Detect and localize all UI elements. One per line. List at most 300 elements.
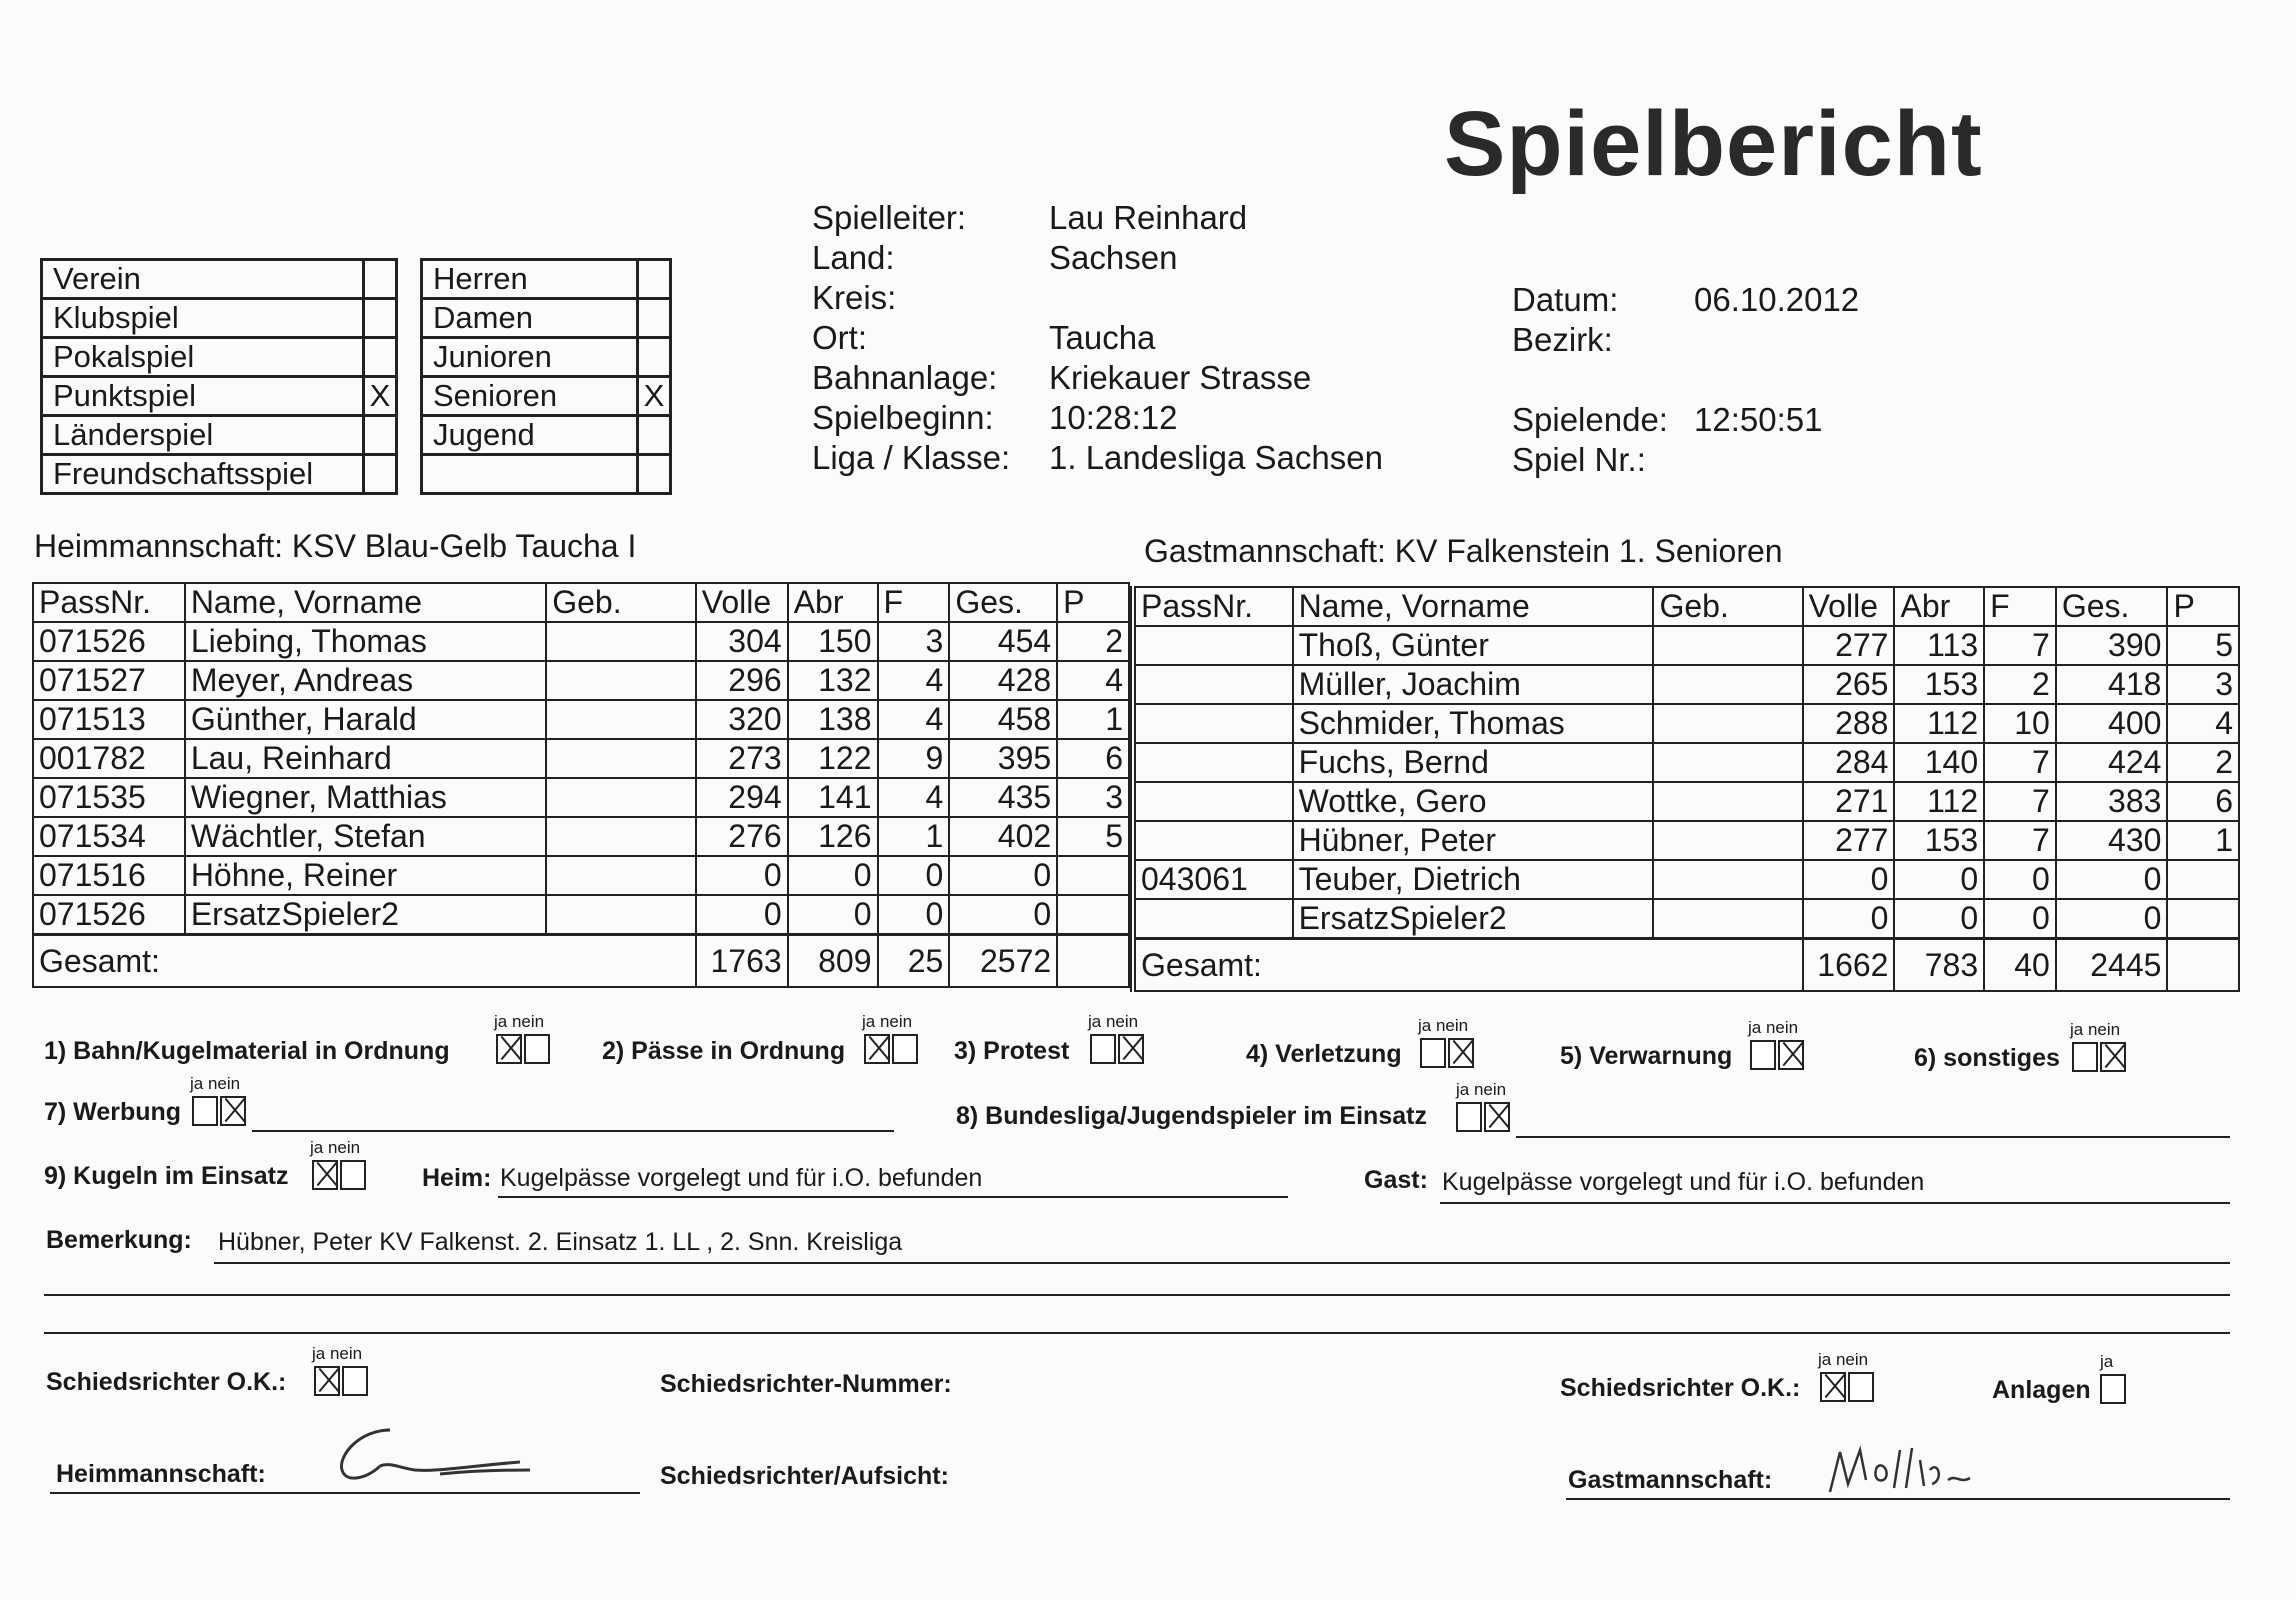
cell-geb <box>1653 821 1802 860</box>
cell-pass: 071516 <box>33 856 185 895</box>
cell-ges: 400 <box>2056 704 2168 743</box>
cell-abr: 112 <box>1894 704 1984 743</box>
question-8-options <box>1454 1102 1510 1132</box>
question-6-options <box>2070 1042 2126 1072</box>
cell-geb <box>546 661 696 700</box>
nein-checkbox[interactable] <box>1118 1034 1144 1064</box>
table-row <box>33 739 1129 778</box>
anlagen-label: Anlagen <box>1992 1376 2091 1404</box>
question-8-line <box>1516 1136 2230 1138</box>
question-9-options <box>310 1160 366 1190</box>
col-header: Name, Vorname <box>1293 587 1654 626</box>
cell-name: Fuchs, Bernd <box>1293 743 1654 782</box>
question-7-options <box>190 1096 246 1126</box>
aufsicht-sign-label: Schiedsrichter/Aufsicht: <box>660 1462 949 1490</box>
cell-f: 0 <box>878 895 950 935</box>
cell-name: Schmider, Thomas <box>1293 704 1654 743</box>
cell-volle: 0 <box>1803 860 1895 899</box>
col-header: Ges. <box>2056 587 2168 626</box>
match-type-label: Punktspiel <box>42 377 364 416</box>
cell-f: 4 <box>878 778 950 817</box>
category-checkbox[interactable] <box>638 260 671 299</box>
cell-name: ErsatzSpieler2 <box>1293 899 1654 939</box>
cell-ges: 430 <box>2056 821 2168 860</box>
cell-volle: 277 <box>1803 626 1895 665</box>
cell-f: 0 <box>1984 899 2056 939</box>
table-row <box>33 778 1129 817</box>
ja-nein-label: ja nein <box>312 1344 363 1363</box>
ja-nein-label: ja nein <box>862 1012 913 1031</box>
heim-kugel-label: Heim: <box>422 1164 492 1192</box>
category-label: Damen <box>422 299 638 338</box>
question-7: 7) Werbung <box>44 1098 182 1126</box>
cell-abr: 140 <box>1894 743 1984 782</box>
cell-pass: 043061 <box>1133 860 1293 899</box>
question-4-options <box>1418 1038 1474 1068</box>
ja-nein-label: ja nein <box>1456 1080 1507 1099</box>
home-team-label: Heimmannschaft: <box>34 528 283 564</box>
info-value: 1. Landesliga Sachsen <box>1049 439 1383 476</box>
cell-ges: 458 <box>949 700 1057 739</box>
ja-checkbox[interactable] <box>314 1366 340 1396</box>
match-type-label: Verein <box>42 260 364 299</box>
cell-p: 6 <box>2167 782 2239 821</box>
info-label: Kreis: <box>812 279 897 316</box>
ja-checkbox[interactable] <box>1420 1038 1446 1068</box>
cell-geb <box>1653 665 1802 704</box>
table-row <box>33 856 1129 895</box>
total-abr: 809 <box>788 935 878 988</box>
cell-ges: 0 <box>2056 860 2168 899</box>
category-checkbox[interactable] <box>638 416 671 455</box>
ja-nein-label: ja nein <box>494 1012 545 1031</box>
cell-name: Müller, Joachim <box>1293 665 1654 704</box>
cell-abr: 122 <box>788 739 878 778</box>
bemerkung-value: Hübner, Peter KV Falkenst. 2. Einsatz 1. LL , 2. Snn. Kreisliga <box>218 1228 903 1256</box>
cell-volle: 273 <box>696 739 788 778</box>
guest-players-table <box>1130 586 2240 992</box>
cell-geb <box>546 778 696 817</box>
table-row <box>33 661 1129 700</box>
cell-abr: 141 <box>788 778 878 817</box>
question-2-options <box>862 1034 918 1064</box>
bemerkung-line <box>214 1262 2230 1264</box>
cell-pass: 001782 <box>33 739 185 778</box>
question-5: 5) Verwarnung <box>1560 1042 1733 1070</box>
cell-pass: 071527 <box>33 661 185 700</box>
category-checkbox[interactable] <box>638 338 671 377</box>
category-label: Jugend <box>422 416 638 455</box>
match-type-label: Pokalspiel <box>42 338 364 377</box>
table-row <box>33 817 1129 856</box>
category-checkbox[interactable] <box>638 455 671 494</box>
gastmannschaft-sign-label: Gastmannschaft: <box>1568 1466 1773 1494</box>
ja-checkbox[interactable] <box>192 1096 218 1126</box>
nein-checkbox[interactable] <box>220 1096 246 1126</box>
category-checkbox[interactable] <box>638 299 671 338</box>
cell-p <box>1057 856 1129 895</box>
nein-checkbox[interactable] <box>342 1366 368 1396</box>
heim-sign-line <box>50 1492 640 1494</box>
question-9: 9) Kugeln im Einsatz <box>44 1162 289 1190</box>
cell-ges: 435 <box>949 778 1057 817</box>
home-players-table <box>32 582 1130 988</box>
cell-geb <box>1653 704 1802 743</box>
info-value: Lau Reinhard <box>1049 199 1248 236</box>
col-header: Name, Vorname <box>185 583 546 622</box>
col-header: F <box>878 583 950 622</box>
match-type-checkbox[interactable] <box>364 338 397 377</box>
guest-team-name: KV Falkenstein 1. Senioren <box>1394 533 1783 569</box>
info-value: Taucha <box>1049 319 1156 356</box>
table-row <box>33 622 1129 661</box>
guest-players-body <box>1133 626 2239 939</box>
cell-volle: 0 <box>696 895 788 935</box>
cell-p: 2 <box>1057 622 1129 661</box>
info-right-values <box>1694 280 1859 440</box>
cell-name: Liebing, Thomas <box>185 622 546 661</box>
table-row <box>1133 743 2239 782</box>
cell-name: Thoß, Günter <box>1293 626 1654 665</box>
cell-p <box>2167 899 2239 939</box>
cell-volle: 265 <box>1803 665 1895 704</box>
col-header: F <box>1984 587 2056 626</box>
cell-p: 5 <box>2167 626 2239 665</box>
cell-pass <box>1133 743 1293 782</box>
cell-p: 5 <box>1057 817 1129 856</box>
match-type-checkbox[interactable] <box>364 299 397 338</box>
nein-checkbox[interactable] <box>1448 1038 1474 1068</box>
nein-checkbox[interactable] <box>1778 1040 1804 1070</box>
cell-volle: 294 <box>696 778 788 817</box>
heimmannschaft-sign-label: Heimmannschaft: <box>56 1460 266 1488</box>
col-header: PassNr. <box>1133 587 1293 626</box>
home-signature <box>320 1400 540 1490</box>
info-value <box>1049 278 1383 318</box>
cell-geb <box>546 700 696 739</box>
category-label: Herren <box>422 260 638 299</box>
cell-abr: 150 <box>788 622 878 661</box>
total-volle: 1763 <box>696 935 788 988</box>
info-label: Liga / Klasse: <box>812 439 1011 476</box>
total-label: Gesamt: <box>33 935 696 988</box>
match-type-checkbox[interactable] <box>364 416 397 455</box>
ja-nein-label: ja nein <box>1818 1350 1869 1369</box>
guest-team-header <box>1144 533 1783 570</box>
question-7-line <box>252 1130 894 1132</box>
cell-geb <box>1653 899 1802 939</box>
cell-pass <box>1133 704 1293 743</box>
total-ges: 2445 <box>2056 939 2168 992</box>
cell-ges: 395 <box>949 739 1057 778</box>
nein-checkbox[interactable] <box>1484 1102 1510 1132</box>
cell-name: Teuber, Dietrich <box>1293 860 1654 899</box>
gast-kugel-value: Kugelpässe vorgelegt und für i.O. befunden <box>1442 1168 1925 1196</box>
total-p <box>1057 935 1129 988</box>
match-type-checkbox[interactable]: X <box>364 377 397 416</box>
col-header: Geb. <box>1653 587 1802 626</box>
match-type-label: Klubspiel <box>42 299 364 338</box>
info-value: 10:28:12 <box>1049 399 1178 436</box>
question-1: 1) Bahn/Kugelmaterial in Ordnung <box>44 1037 450 1065</box>
schiedsrichter-ok-options <box>312 1366 368 1396</box>
nein-checkbox[interactable] <box>2100 1042 2126 1072</box>
guest-team-label: Gastmannschaft: <box>1144 533 1386 569</box>
table-row <box>33 700 1129 739</box>
cell-p: 6 <box>1057 739 1129 778</box>
cell-abr: 112 <box>1894 782 1984 821</box>
cell-name: Meyer, Andreas <box>185 661 546 700</box>
cell-ges: 454 <box>949 622 1057 661</box>
info-right-labels <box>1512 280 1668 480</box>
question-5-options <box>1748 1040 1804 1070</box>
heim-kugel-line <box>498 1196 1288 1198</box>
cell-volle: 296 <box>696 661 788 700</box>
table-row <box>1133 899 2239 939</box>
match-type-table <box>40 258 398 495</box>
cell-ges: 383 <box>2056 782 2168 821</box>
cell-name: ErsatzSpieler2 <box>185 895 546 935</box>
cell-f: 7 <box>1984 626 2056 665</box>
ja-label: ja <box>2100 1352 2114 1371</box>
table-row <box>1133 665 2239 704</box>
cell-volle: 284 <box>1803 743 1895 782</box>
cell-f: 3 <box>878 622 950 661</box>
cell-abr: 138 <box>788 700 878 739</box>
home-players-body <box>33 622 1129 935</box>
cell-f: 7 <box>1984 782 2056 821</box>
info-label: Ort: <box>812 319 867 356</box>
cell-p: 1 <box>2167 821 2239 860</box>
cell-f: 4 <box>878 661 950 700</box>
category-table <box>420 258 672 495</box>
cell-p: 4 <box>1057 661 1129 700</box>
cell-abr: 0 <box>788 895 878 935</box>
cell-volle: 320 <box>696 700 788 739</box>
cell-geb <box>1653 743 1802 782</box>
guest-total-row <box>1133 939 2239 992</box>
cell-name: Lau, Reinhard <box>185 739 546 778</box>
cell-f: 1 <box>878 817 950 856</box>
gast-kugel-line <box>1440 1202 2230 1204</box>
nein-checkbox[interactable] <box>1848 1372 1874 1402</box>
question-3: 3) Protest <box>954 1037 1070 1065</box>
col-header: P <box>1057 583 1129 622</box>
cell-pass: 071535 <box>33 778 185 817</box>
total-p <box>2167 939 2239 992</box>
total-volle: 1662 <box>1803 939 1895 992</box>
question-3-options <box>1088 1034 1144 1064</box>
col-header: Volle <box>696 583 788 622</box>
home-total-row <box>33 935 1129 988</box>
cell-volle: 0 <box>696 856 788 895</box>
cell-name: Wächtler, Stefan <box>185 817 546 856</box>
category-label: Junioren <box>422 338 638 377</box>
heim-kugel-value: Kugelpässe vorgelegt und für i.O. befunden <box>500 1164 983 1192</box>
spielende-label: Spielende: <box>1512 401 1668 438</box>
cell-pass <box>1133 665 1293 704</box>
info-label: Land: <box>812 239 895 276</box>
cell-volle: 276 <box>696 817 788 856</box>
cell-abr: 0 <box>788 856 878 895</box>
cell-p: 3 <box>2167 665 2239 704</box>
cell-geb <box>546 817 696 856</box>
ja-checkbox[interactable] <box>2100 1374 2126 1404</box>
cell-geb <box>1653 626 1802 665</box>
datum-value: 06.10.2012 <box>1694 281 1860 318</box>
ja-nein-label: ja nein <box>1748 1018 1799 1037</box>
ja-nein-label: ja nein <box>190 1074 241 1093</box>
table-row <box>1133 626 2239 665</box>
info-values <box>1049 198 1383 478</box>
col-header: P <box>2167 587 2239 626</box>
ja-checkbox[interactable] <box>1456 1102 1482 1132</box>
datum-label: Datum: <box>1512 281 1619 318</box>
total-ges: 2572 <box>949 935 1057 988</box>
info-value: Sachsen <box>1049 239 1178 276</box>
match-type-label: Freundschaftsspiel <box>42 455 364 494</box>
cell-ges: 390 <box>2056 626 2168 665</box>
cell-pass <box>1133 821 1293 860</box>
cell-name: Hübner, Peter <box>1293 821 1654 860</box>
info-label: Spielbeginn: <box>812 399 994 436</box>
ja-checkbox[interactable] <box>1750 1040 1776 1070</box>
anlagen-options <box>2098 1374 2126 1404</box>
bezirk-label: Bezirk: <box>1512 321 1613 358</box>
col-header: Abr <box>1894 587 1984 626</box>
cell-p <box>1057 895 1129 935</box>
page-title: Spielbericht <box>1444 93 1983 195</box>
home-team-header <box>34 528 636 565</box>
cell-abr: 113 <box>1894 626 1984 665</box>
category-checkbox[interactable]: X <box>638 377 671 416</box>
cell-name: Günther, Harald <box>185 700 546 739</box>
col-header: Abr <box>788 583 878 622</box>
schiedsrichter-ok-options-2 <box>1818 1372 1874 1402</box>
table-row <box>1133 782 2239 821</box>
ja-checkbox[interactable] <box>864 1034 890 1064</box>
cell-abr: 0 <box>1894 860 1984 899</box>
cell-f: 0 <box>878 856 950 895</box>
question-4: 4) Verletzung <box>1246 1040 1402 1068</box>
home-team-name: KSV Blau-Gelb Taucha I <box>291 528 637 564</box>
cell-name: Wottke, Gero <box>1293 782 1654 821</box>
col-header: Geb. <box>546 583 696 622</box>
cell-abr: 0 <box>1894 899 1984 939</box>
info-labels <box>812 198 1010 478</box>
cell-p: 3 <box>1057 778 1129 817</box>
match-type-checkbox[interactable] <box>364 455 397 494</box>
question-8: 8) Bundesliga/Jugendspieler im Einsatz <box>956 1102 1427 1130</box>
cell-name: Wiegner, Matthias <box>185 778 546 817</box>
cell-abr: 132 <box>788 661 878 700</box>
nein-checkbox[interactable] <box>524 1034 550 1064</box>
ja-checkbox[interactable] <box>496 1034 522 1064</box>
table-row <box>1133 821 2239 860</box>
cell-pass <box>1133 899 1293 939</box>
ja-nein-label: ja nein <box>2070 1020 2121 1039</box>
category-label: Senioren <box>422 377 638 416</box>
ja-nein-label: ja nein <box>1088 1012 1139 1031</box>
schiedsrichter-nummer-label: Schiedsrichter-Nummer: <box>660 1370 952 1398</box>
cell-pass: 071513 <box>33 700 185 739</box>
cell-f: 0 <box>1984 860 2056 899</box>
ja-checkbox[interactable] <box>312 1160 338 1190</box>
cell-p: 4 <box>2167 704 2239 743</box>
category-label <box>422 455 638 494</box>
nein-checkbox[interactable] <box>892 1034 918 1064</box>
cell-geb <box>1653 782 1802 821</box>
total-f: 40 <box>1984 939 2056 992</box>
cell-volle: 288 <box>1803 704 1895 743</box>
ja-checkbox[interactable] <box>1820 1372 1846 1402</box>
total-f: 25 <box>878 935 950 988</box>
cell-ges: 418 <box>2056 665 2168 704</box>
cell-ges: 428 <box>949 661 1057 700</box>
guest-signature <box>1820 1440 1980 1500</box>
cell-f: 10 <box>1984 704 2056 743</box>
info-value: Kriekauer Strasse <box>1049 359 1312 396</box>
col-header: PassNr. <box>33 583 185 622</box>
bemerkung-line <box>44 1294 2230 1296</box>
cell-geb <box>1653 860 1802 899</box>
cell-geb <box>546 856 696 895</box>
ja-nein-label: ja nein <box>310 1138 361 1157</box>
question-1-options <box>494 1034 550 1064</box>
cell-geb <box>546 622 696 661</box>
cell-f: 9 <box>878 739 950 778</box>
table-row <box>33 895 1129 935</box>
cell-name: Höhne, Reiner <box>185 856 546 895</box>
cell-pass <box>1133 626 1293 665</box>
cell-p: 1 <box>1057 700 1129 739</box>
match-type-checkbox[interactable] <box>364 260 397 299</box>
table-row <box>1133 860 2239 899</box>
cell-pass <box>1133 782 1293 821</box>
cell-geb <box>546 739 696 778</box>
bemerkung-line <box>44 1332 2230 1334</box>
cell-f: 2 <box>1984 665 2056 704</box>
cell-ges: 424 <box>2056 743 2168 782</box>
cell-pass: 071526 <box>33 622 185 661</box>
cell-ges: 402 <box>949 817 1057 856</box>
cell-p <box>2167 860 2239 899</box>
table-row <box>1133 704 2239 743</box>
spielende-value: 12:50:51 <box>1694 401 1823 438</box>
nein-checkbox[interactable] <box>340 1160 366 1190</box>
cell-volle: 0 <box>1803 899 1895 939</box>
ja-checkbox[interactable] <box>1090 1034 1116 1064</box>
gast-sign-line <box>1566 1498 2230 1500</box>
ja-checkbox[interactable] <box>2072 1042 2098 1072</box>
spielnr-label: Spiel Nr.: <box>1512 441 1646 478</box>
cell-p: 2 <box>2167 743 2239 782</box>
schiedsrichter-ok-label-2: Schiedsrichter O.K.: <box>1560 1374 1801 1402</box>
total-label: Gesamt: <box>1133 939 1803 992</box>
question-2: 2) Pässe in Ordnung <box>602 1037 846 1065</box>
match-type-label: Länderspiel <box>42 416 364 455</box>
cell-pass: 071526 <box>33 895 185 935</box>
cell-abr: 126 <box>788 817 878 856</box>
total-abr: 783 <box>1894 939 1984 992</box>
cell-volle: 304 <box>696 622 788 661</box>
col-header: Ges. <box>949 583 1057 622</box>
gast-kugel-label: Gast: <box>1364 1166 1428 1194</box>
info-label: Spielleiter: <box>812 199 967 236</box>
cell-abr: 153 <box>1894 665 1984 704</box>
col-header: Volle <box>1803 587 1895 626</box>
cell-geb <box>546 895 696 935</box>
